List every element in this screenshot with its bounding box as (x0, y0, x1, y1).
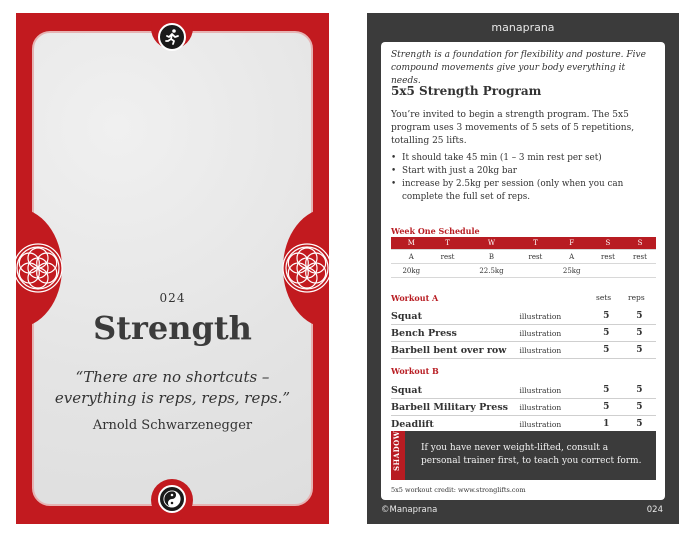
plan-cell: rest (432, 250, 464, 264)
day-cell: F (551, 237, 592, 250)
exercise-sets: 5 (590, 342, 623, 359)
exercise-sets: 1 (590, 416, 623, 433)
exercise-row (391, 382, 656, 399)
weight-cell (519, 264, 551, 278)
day-cell: T (519, 237, 551, 250)
day-cell: M (391, 237, 432, 250)
sets-header: sets (596, 293, 612, 302)
exercise-illustration: illustration (519, 416, 589, 433)
quote-author: Arnold Schwarzenegger (92, 418, 253, 433)
exercise-row (391, 416, 656, 433)
exercise-illustration: illustration (519, 382, 589, 399)
workout-a-table (391, 308, 656, 359)
schedule-title: Week One Schedule (391, 226, 480, 236)
day-cell: T (432, 237, 464, 250)
day-cell: W (464, 237, 520, 250)
plan-cell: rest (624, 250, 656, 264)
weight-cell: 20kg (391, 264, 432, 278)
card-number-back: 024 (646, 505, 663, 515)
exercise-sets: 5 (590, 325, 623, 342)
program-notes (391, 152, 655, 204)
exercise-illustration: illustration (519, 325, 589, 342)
exercise-reps: 5 (623, 382, 656, 399)
strength-card-front (16, 13, 329, 524)
note-item: • increase by 2.5kg per session (only when you can complete the full set of reps. (391, 178, 655, 204)
schedule-weight-row (391, 264, 656, 278)
weight-cell (624, 264, 656, 278)
plan-cell: A (391, 250, 432, 264)
exercise-illustration: illustration (519, 399, 589, 416)
schedule-table (391, 237, 656, 278)
exercise-row (391, 325, 656, 342)
exercise-reps: 5 (623, 342, 656, 359)
exercise-name: Bench Press (391, 325, 519, 342)
workout-credit: 5x5 workout credit: www.stronglifts.com (391, 486, 526, 494)
card-quote: “There are no shortcuts – everything is reps, reps, reps.” (54, 368, 291, 407)
exercise-sets: 5 (590, 399, 623, 416)
exercise-row (391, 399, 656, 416)
card-title: Strength (93, 309, 252, 347)
program-title: 5x5 Strength Program (391, 84, 542, 98)
day-cell: S (592, 237, 624, 250)
exercise-row (391, 342, 656, 359)
weight-cell (432, 264, 464, 278)
workout-b-table (391, 382, 656, 433)
workout-a-title: Workout A (391, 293, 439, 303)
exercise-illustration: illustration (519, 342, 589, 359)
exercise-row (391, 308, 656, 325)
exercise-name: Deadlift (391, 416, 519, 433)
schedule-plan-row (391, 250, 656, 264)
yin-yang-icon (158, 485, 186, 513)
plan-cell: rest (519, 250, 551, 264)
intro-text: Strength is a foundation for flexibility and posture. Five compound movements give your body everything it needs. (391, 50, 646, 86)
exercise-name: Squat (391, 382, 519, 399)
flower-of-life-icon (16, 238, 68, 298)
plan-cell: A (551, 250, 592, 264)
plan-cell: rest (592, 250, 624, 264)
exercise-name: Barbell Military Press (391, 399, 519, 416)
program-description: You’re invited to begin a strength program. The 5x5 program uses 3 movements of 5 sets of 5 repetitions, totalling 25 lifts. (391, 110, 635, 146)
schedule-days-row (391, 237, 656, 250)
reps-header: reps (628, 293, 645, 302)
plan-cell: B (464, 250, 520, 264)
exercise-reps: 5 (623, 325, 656, 342)
shadow-label (391, 431, 405, 480)
flower-of-life-icon (277, 238, 329, 298)
exercise-illustration: illustration (519, 308, 589, 325)
shadow-note (391, 431, 656, 480)
exercise-reps: 5 (623, 399, 656, 416)
brand-name: manaprana (491, 21, 555, 34)
card-number: 024 (159, 291, 186, 305)
exercise-name: Barbell bent over row (391, 342, 519, 359)
exercise-reps: 5 (623, 416, 656, 433)
shadow-text: If you have never weight-lifted, consult a personal trainer first, to teach you correct form. (421, 443, 642, 466)
note-item: • It should take 45 min (1 – 3 min rest per set) (391, 152, 655, 165)
day-cell: S (624, 237, 656, 250)
weight-cell: 22.5kg (464, 264, 520, 278)
strength-card-back (367, 13, 679, 524)
shadow-label-text: SHADOW (392, 430, 401, 471)
card-panel (32, 31, 313, 506)
exercise-sets: 5 (590, 308, 623, 325)
weight-cell: 25kg (551, 264, 592, 278)
note-item: • Start with just a 20kg bar (391, 165, 655, 178)
exercise-name: Squat (391, 308, 519, 325)
exercise-reps: 5 (623, 308, 656, 325)
copyright: ©Manaprana (381, 505, 438, 515)
weight-cell (592, 264, 624, 278)
running-person-icon (158, 23, 186, 51)
exercise-sets: 5 (590, 382, 623, 399)
workout-b-title: Workout B (391, 366, 439, 376)
card-content (381, 42, 665, 500)
